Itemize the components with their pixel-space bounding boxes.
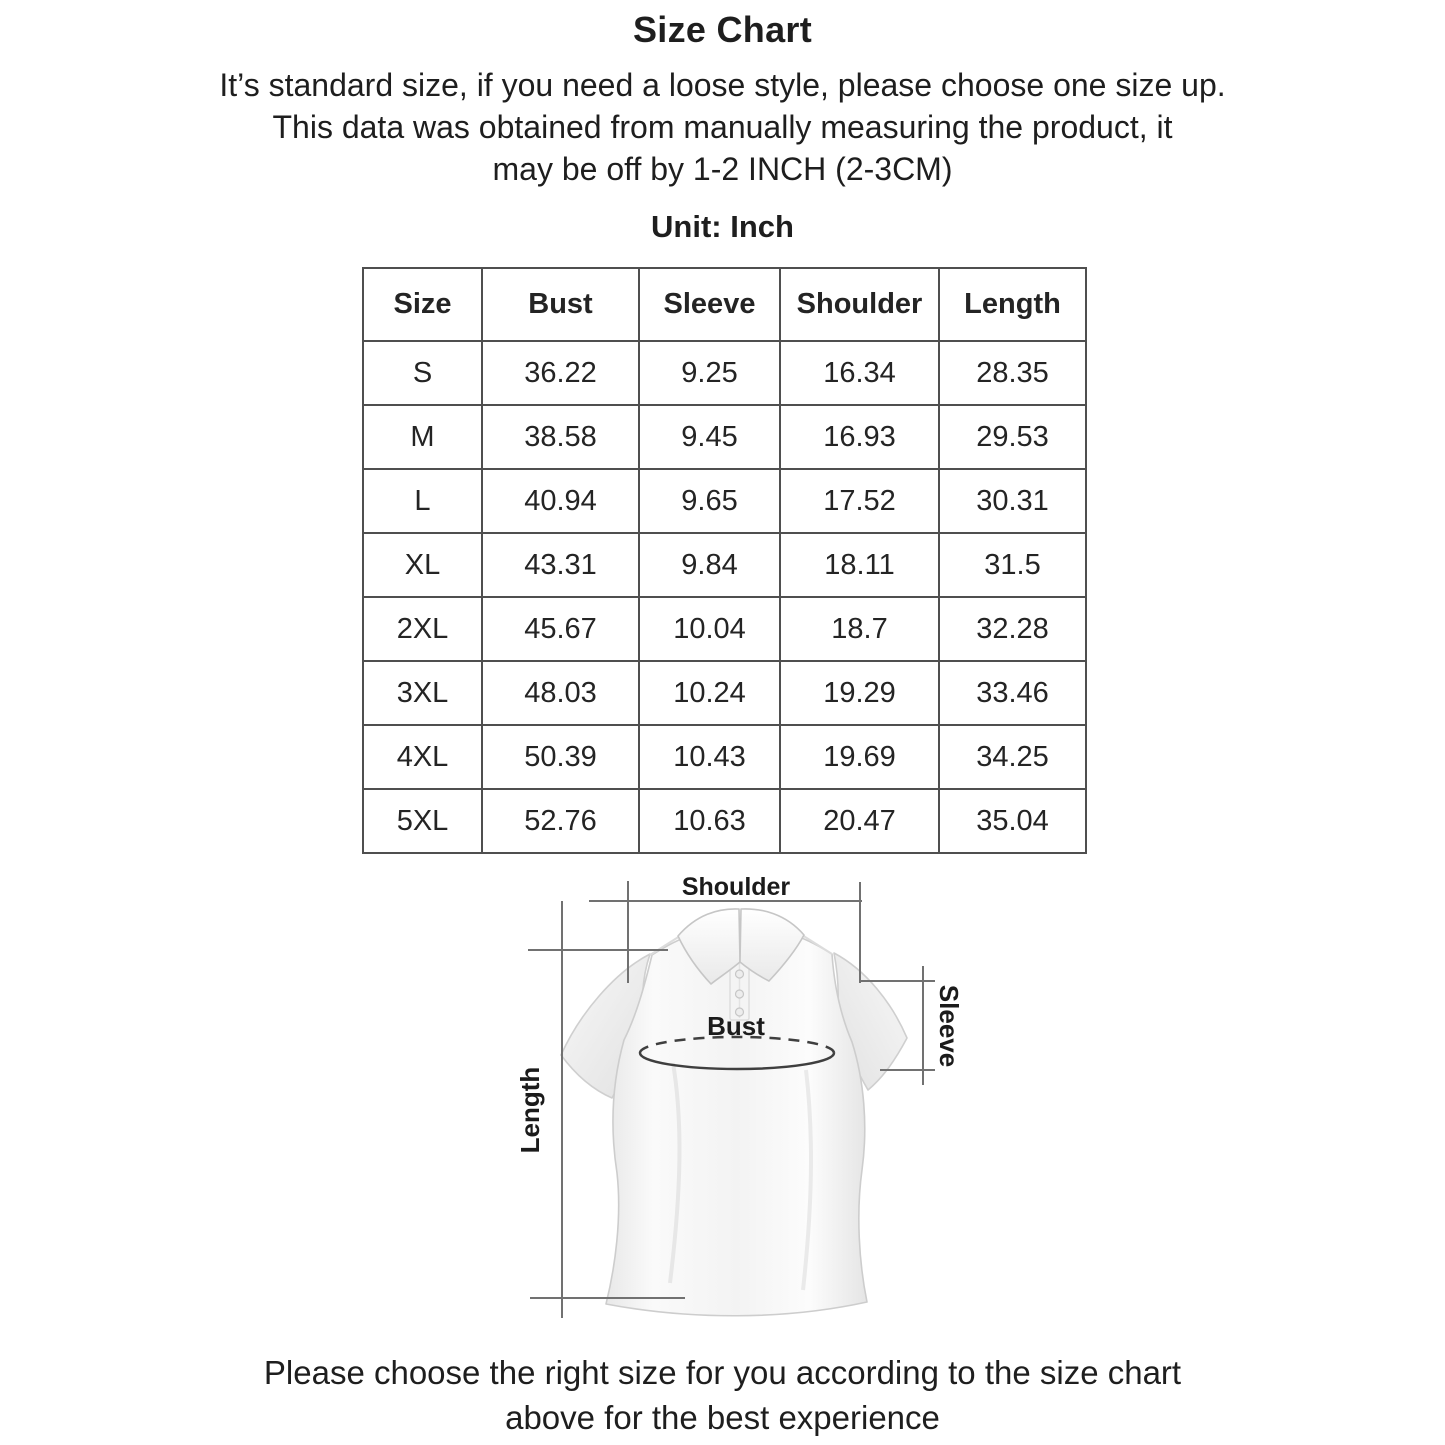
bust-label: Bust: [707, 1011, 765, 1041]
table-row: [363, 469, 1086, 533]
size-table-header-row: [363, 268, 1086, 341]
table-row: [363, 789, 1086, 853]
cell-length: 28.35: [939, 341, 1086, 405]
cell-shoulder: 18.7: [780, 597, 939, 661]
table-row: [363, 341, 1086, 405]
unit-label: Unit: Inch: [651, 209, 794, 244]
cell-bust: 48.03: [482, 661, 639, 725]
cell-size: 4XL: [363, 725, 482, 789]
shirt-button: [736, 970, 744, 978]
table-row: [363, 597, 1086, 661]
cell-shoulder: 20.47: [780, 789, 939, 853]
cell-bust: 43.31: [482, 533, 639, 597]
cell-bust: 40.94: [482, 469, 639, 533]
column-header-length: Length: [939, 268, 1086, 341]
footer-line-1: Please choose the right size for you according to the size chart: [263, 1354, 1182, 1391]
cell-bust: 38.58: [482, 405, 639, 469]
shoulder-label: Shoulder: [681, 873, 791, 901]
cell-length: 29.53: [939, 405, 1086, 469]
cell-shoulder: 16.93: [780, 405, 939, 469]
cell-length: 31.5: [939, 533, 1086, 597]
cell-bust: 50.39: [482, 725, 639, 789]
cell-length: 30.31: [939, 469, 1086, 533]
cell-sleeve: 9.25: [639, 341, 780, 405]
cell-size: S: [363, 341, 482, 405]
sleeve-label: Sleeve: [934, 984, 964, 1068]
cell-shoulder: 18.11: [780, 533, 939, 597]
column-header-size: Size: [363, 268, 482, 341]
cell-size: M: [363, 405, 482, 469]
cell-bust: 45.67: [482, 597, 639, 661]
table-row: [363, 725, 1086, 789]
cell-shoulder: 19.69: [780, 725, 939, 789]
table-row: [363, 533, 1086, 597]
cell-sleeve: 10.43: [639, 725, 780, 789]
shirt-measurement-diagram: [440, 858, 1020, 1338]
description-line-2: This data was obtained from manually measuring the product, it: [272, 109, 1173, 145]
cell-shoulder: 16.34: [780, 341, 939, 405]
cell-size: XL: [363, 533, 482, 597]
cell-size: L: [363, 469, 482, 533]
size-table: [362, 267, 1087, 854]
cell-length: 34.25: [939, 725, 1086, 789]
footer-line-2: above for the best experience: [505, 1399, 940, 1436]
cell-sleeve: 10.24: [639, 661, 780, 725]
cell-size: 2XL: [363, 597, 482, 661]
page-title: Size Chart: [632, 9, 813, 50]
description-line-1: It’s standard size, if you need a loose style, please choose one size up.: [219, 67, 1226, 103]
cell-bust: 52.76: [482, 789, 639, 853]
cell-length: 35.04: [939, 789, 1086, 853]
cell-shoulder: 17.52: [780, 469, 939, 533]
cell-size: 5XL: [363, 789, 482, 853]
cell-bust: 36.22: [482, 341, 639, 405]
footer-note: [0, 1350, 1445, 1440]
column-header-bust: Bust: [482, 268, 639, 341]
description-line-3: may be off by 1-2 INCH (2-3CM): [492, 151, 953, 187]
shirt-button: [736, 990, 744, 998]
cell-size: 3XL: [363, 661, 482, 725]
length-label: Length: [515, 1066, 545, 1154]
cell-sleeve: 9.45: [639, 405, 780, 469]
polo-shirt-illustration: [561, 909, 907, 1316]
cell-length: 32.28: [939, 597, 1086, 661]
cell-sleeve: 9.65: [639, 469, 780, 533]
cell-sleeve: 10.63: [639, 789, 780, 853]
cell-shoulder: 19.29: [780, 661, 939, 725]
table-row: [363, 661, 1086, 725]
cell-sleeve: 9.84: [639, 533, 780, 597]
cell-length: 33.46: [939, 661, 1086, 725]
size-description: [0, 64, 1445, 190]
column-header-sleeve: Sleeve: [639, 268, 780, 341]
table-row: [363, 405, 1086, 469]
column-header-shoulder: Shoulder: [780, 268, 939, 341]
cell-sleeve: 10.04: [639, 597, 780, 661]
